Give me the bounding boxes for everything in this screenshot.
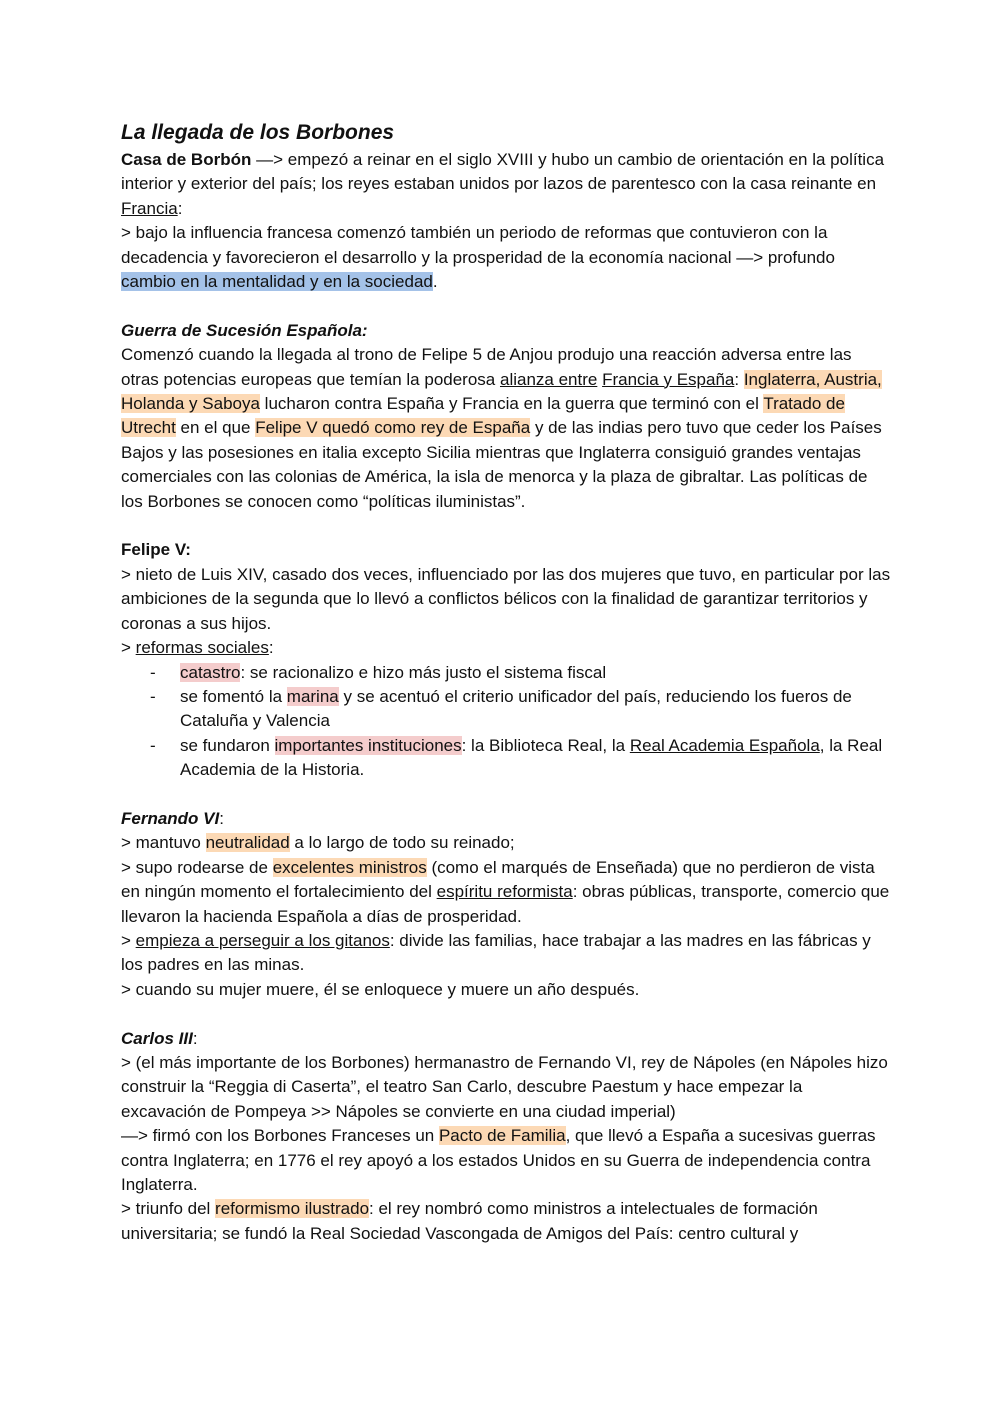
highlight-ministros: excelentes ministros xyxy=(272,857,427,877)
carlos-heading-colon: : xyxy=(192,1028,198,1048)
highlight-felipe-rey: Felipe V quedó como rey de España xyxy=(255,418,531,438)
guerra-text-4: en el que xyxy=(175,418,256,438)
guerra-text-5: y de las indias pero tuvo que ceder los Países Bajos y las posesiones en italia excepto Sicilia mientras que Inglaterra consiguió grandes ventajas comerciales con las colonias de América, la isla de menorca y la plaza de gibraltar. Las políticas de los Borbones se conocen como “políticas iluministas”. xyxy=(121,418,882,511)
highlight-tratado-utrecht: Tratado de Utrecht xyxy=(121,394,845,438)
carlos-p2-end: , que llevó a España a sucesivas guerras contra Inglaterra; en 1776 el rey apoyó a los estados Unidos en su Guerra de independencia contra Inglaterra. xyxy=(121,1126,876,1194)
guerra-underline-alianza: alianza entre xyxy=(499,369,598,389)
underline-gitanos: empieza a perseguir a los gitanos xyxy=(135,930,390,950)
section-heading-fernando xyxy=(121,807,891,831)
section-heading-guerra: Guerra de Sucesión Española: xyxy=(121,320,368,340)
highlight-potencias: Inglaterra, Austria, Holanda y Saboya xyxy=(121,369,882,414)
list-item-text: , la Real Academia de la Historia. xyxy=(180,735,883,780)
fernando-heading-colon: : xyxy=(219,808,224,828)
carlos-heading-text: Carlos III xyxy=(121,1028,193,1048)
section-heading-carlos xyxy=(121,1027,891,1051)
felipe-p2-colon: : xyxy=(268,638,274,658)
highlight-reformismo: reformismo ilustrado xyxy=(215,1199,370,1219)
section-heading-felipe: Felipe V: xyxy=(121,540,191,560)
carlos-paragraph-3 xyxy=(121,1197,891,1246)
document-body xyxy=(121,118,891,1246)
fernando-p1-text: > mantuvo xyxy=(121,833,206,853)
highlight-pacto-familia: Pacto de Familia xyxy=(438,1126,566,1146)
spacer xyxy=(121,514,891,538)
highlight-marina: marina xyxy=(286,686,339,706)
list-item-text: y se acentuó el criterio unificador del país, reduciendo los fueros de Cataluña y Valencia xyxy=(180,686,852,731)
fernando-p3-text: : divide las familias, hace trabajar a las madres en las fábricas y los padres en las minas. xyxy=(121,930,871,975)
list-item-text: se fomentó la xyxy=(180,686,287,706)
carlos-paragraph-2 xyxy=(121,1124,891,1197)
felipe-p2-prefix: > xyxy=(121,638,136,658)
felipe-paragraph-2 xyxy=(121,636,891,660)
spacer xyxy=(121,783,891,807)
page-title: La llegada de los Borbones xyxy=(121,121,395,144)
carlos-p2-text: —> firmó con los Borbones Franceses un xyxy=(121,1126,439,1146)
intro-text: —> empezó a reinar en el siglo XVIII y hubo un cambio de orientación en la política interior y exterior del país; los reyes estaban unidos por lazos de parentesco con la casa reinante en xyxy=(121,150,885,194)
highlight-neutralidad: neutralidad xyxy=(205,833,290,853)
spacer xyxy=(121,1002,891,1026)
intro-p2-text: > bajo la influencia francesa comenzó también un periodo de reformas que contuvieron con la decadencia y favorecieron el desarrollo y la prosperidad de la economía nacional —> profundo xyxy=(121,223,835,267)
carlos-paragraph-1: > (el más importante de los Borbones) hermanastro de Fernando VI, rey de Nápoles (en Nápoles hizo construir la “Reggia di Caserta”, el teatro San Carlo, descubre Paestum y hace empezar la excavación de Pompeya >> Nápoles se convierte en una ciudad imperial) xyxy=(121,1052,888,1121)
felipe-paragraph-1: > nieto de Luis XIV, casado dos veces, influenciado por las dos mujeres que tuvo, en particular por las ambiciones de la segunda que lo llevó a conflictos bélicos con la finalidad de garantizar territorios y coronas a sus hijos. xyxy=(121,564,891,633)
fernando-paragraph-4: > cuando su mujer muere, él se enloquece y muere un año después. xyxy=(121,979,640,999)
intro-bold-term: Casa de Borbón xyxy=(121,150,252,169)
fernando-p2-text-c: : obras públicas, transporte, comercio que llevaron la hacienda Española a días de prosperidad. xyxy=(121,882,890,926)
list-item xyxy=(121,661,891,685)
list-item-text: : la Biblioteca Real, la xyxy=(461,735,630,755)
fernando-paragraph-2 xyxy=(121,856,891,929)
guerra-text-1: Comenzó cuando la llegada al trono de Felipe 5 de Anjou produjo una reacción adversa entre las otras potencias europeas que temían la poderosa xyxy=(121,345,852,389)
highlight-catastro: catastro xyxy=(180,662,241,682)
list-item xyxy=(121,685,891,734)
list-item xyxy=(121,734,891,783)
intro-paragraph-2 xyxy=(121,221,891,294)
guerra-text-3: lucharon contra España y Francia en la guerra que terminó con el xyxy=(259,394,764,414)
felipe-reform-list xyxy=(121,661,891,783)
felipe-underline-reformas: reformas sociales xyxy=(135,638,269,658)
list-item-text: : se racionalizo e hizo más justo el sistema fiscal xyxy=(240,662,607,682)
fernando-p1-end: a lo largo de todo su reinado; xyxy=(289,833,515,853)
fernando-p2-text-b: (como el marqués de Enseñada) que no perdieron de vista en ningún momento el fortalecimiento del xyxy=(121,857,875,902)
fernando-p3-prefix: > xyxy=(121,930,136,950)
fernando-p2-text: > supo rodearse de xyxy=(121,857,273,877)
intro-underline-francia: Francia xyxy=(121,198,178,218)
underline-espiritu-reformista: espíritu reformista xyxy=(436,882,573,902)
fernando-paragraph-1 xyxy=(121,831,891,855)
intro-paragraph xyxy=(121,148,891,221)
highlight-instituciones: importantes instituciones xyxy=(274,735,462,755)
spacer xyxy=(121,294,891,318)
guerra-text-2: : xyxy=(734,369,744,389)
fernando-heading-text: Fernando VI xyxy=(121,808,220,828)
guerra-underline-francia-espana: Francia y España xyxy=(602,369,735,389)
guerra-paragraph xyxy=(121,343,891,514)
intro-p2-end: . xyxy=(432,272,438,292)
underline-real-academia: Real Academia Española xyxy=(629,735,820,755)
carlos-p3-text: > triunfo del xyxy=(121,1199,216,1219)
highlight-blue-cambio: cambio en la mentalidad y en la sociedad xyxy=(121,272,433,292)
fernando-paragraph-3 xyxy=(121,929,891,978)
intro-text-end: : xyxy=(177,198,183,218)
list-item-text: se fundaron xyxy=(180,735,275,755)
carlos-p3-end: : el rey nombró como ministros a intelectuales de formación universitaria; se fundó la Real Sociedad Vascongada de Amigos del País: centro cultural y xyxy=(121,1199,818,1243)
